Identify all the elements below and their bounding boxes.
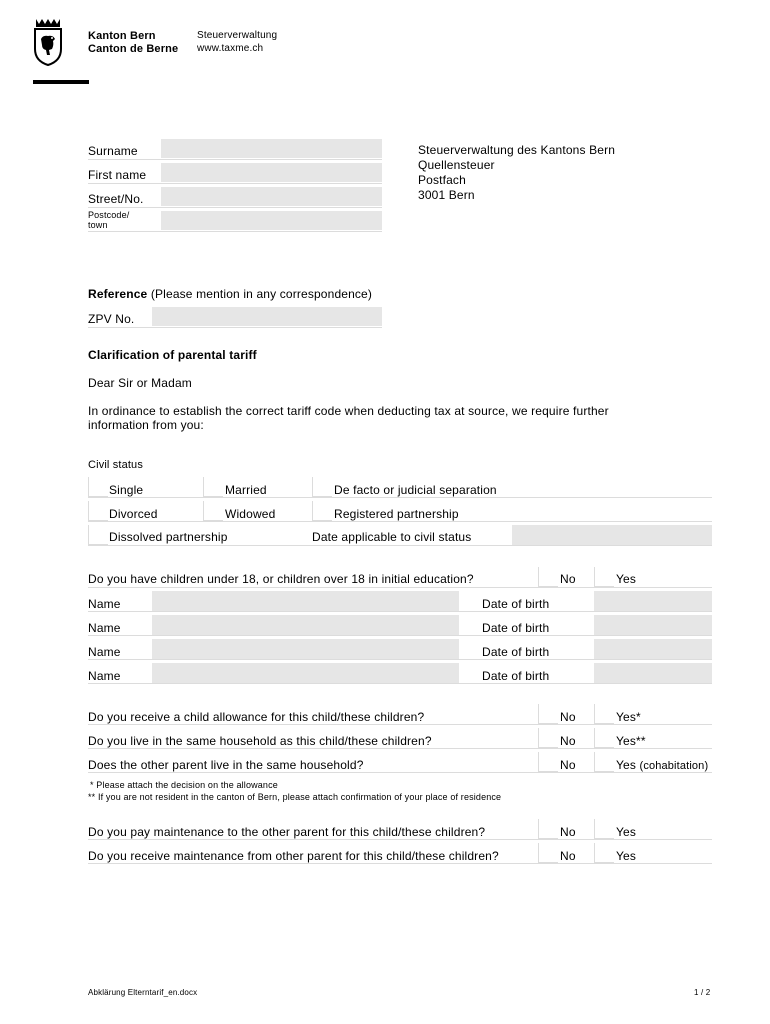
other-parent-yes-label xyxy=(616,758,708,772)
child-2-underline xyxy=(88,635,712,636)
footer-filename: Abklärung Elterntarif_en.docx xyxy=(88,988,198,997)
civil-date-label: Date applicable to civil status xyxy=(312,530,472,544)
office-website[interactable]: www.taxme.ch xyxy=(197,43,264,54)
child-1-underline xyxy=(88,611,712,612)
maintenance-pay-yes-label: Yes xyxy=(616,825,637,839)
married-checkbox[interactable] xyxy=(203,477,223,497)
divorced-label: Divorced xyxy=(109,507,158,521)
maintenance-pay-no-checkbox[interactable] xyxy=(538,819,558,839)
child-2-name-label: Name xyxy=(88,621,121,635)
allowance-no-label: No xyxy=(560,710,576,724)
dissolved-checkbox[interactable] xyxy=(88,525,108,545)
allowance-question: Do you receive a child allowance for this child/these children? xyxy=(88,710,425,724)
bern-crest-logo xyxy=(33,17,63,67)
maintenance-receive-no-label: No xyxy=(560,849,576,863)
household-underline xyxy=(88,748,712,749)
child-3-name-label: Name xyxy=(88,645,121,659)
partnership-label: Registered partnership xyxy=(334,507,459,521)
zpv-field[interactable] xyxy=(152,307,382,326)
intro-line1: In ordinance to establish the correct tariff code when deducting tax at source, we require further xyxy=(88,404,609,418)
civil-date-field[interactable] xyxy=(512,525,712,545)
maintenance-receive-no-checkbox[interactable] xyxy=(538,843,558,863)
reference-heading xyxy=(88,287,372,301)
children-yes-checkbox[interactable] xyxy=(594,567,614,587)
children-question: Do you have children under 18, or children over 18 in initial education? xyxy=(88,572,474,586)
canton-name-fr: Canton de Berne xyxy=(88,43,179,55)
surname-field[interactable] xyxy=(161,139,382,158)
zpv-underline xyxy=(88,327,382,328)
maintenance-receive-question: Do you receive maintenance from other parent for this child/these children? xyxy=(88,849,499,863)
postcode-label-line1: Postcode/ xyxy=(88,210,130,220)
first-name-underline xyxy=(88,183,382,184)
child-4-dob-label: Date of birth xyxy=(482,669,550,683)
maintenance-pay-no-label: No xyxy=(560,825,576,839)
civil-row2-underline xyxy=(88,521,712,522)
child-3-dob-label: Date of birth xyxy=(482,645,550,659)
civil-row3-underline xyxy=(88,545,712,546)
dissolved-label: Dissolved partnership xyxy=(109,530,228,544)
civil-status-heading: Civil status xyxy=(88,459,143,471)
widowed-checkbox[interactable] xyxy=(203,501,223,521)
allowance-yes-checkbox[interactable] xyxy=(594,704,614,724)
child-1-name-label: Name xyxy=(88,597,121,611)
children-question-underline xyxy=(88,587,712,588)
recipient-line1: Steuerverwaltung des Kantons Bern xyxy=(418,143,616,157)
footnote-allowance: * Please attach the decision on the allowance xyxy=(90,780,278,790)
footnote-residence: ** If you are not resident in the canton of Bern, please attach confirmation of your place of residence xyxy=(88,792,502,802)
household-yes-checkbox[interactable] xyxy=(594,728,614,748)
recipient-line4: 3001 Bern xyxy=(418,188,475,202)
other-parent-no-checkbox[interactable] xyxy=(538,752,558,772)
intro-line2: information from you: xyxy=(88,418,204,432)
first-name-label: First name xyxy=(88,168,147,182)
child-3-name-field[interactable] xyxy=(152,639,459,659)
other-parent-yes-text: Yes xyxy=(616,758,637,772)
zpv-label: ZPV No. xyxy=(88,312,135,326)
surname-underline xyxy=(88,159,382,160)
salutation: Dear Sir or Madam xyxy=(88,376,192,390)
children-yes-label: Yes xyxy=(616,572,637,586)
other-parent-yes-checkbox[interactable] xyxy=(594,752,614,772)
street-field[interactable] xyxy=(161,187,382,206)
other-parent-yes-note: (cohabitation) xyxy=(639,760,709,772)
single-label: Single xyxy=(109,483,144,497)
maintenance-pay-underline xyxy=(88,839,712,840)
single-checkbox[interactable] xyxy=(88,477,108,497)
header-underline xyxy=(33,80,89,84)
widowed-label: Widowed xyxy=(225,507,276,521)
separation-label: De facto or judicial separation xyxy=(334,483,497,497)
footer-page-number: 1 / 2 xyxy=(694,988,711,997)
child-1-name-field[interactable] xyxy=(152,591,459,611)
allowance-no-checkbox[interactable] xyxy=(538,704,558,724)
household-no-label: No xyxy=(560,734,576,748)
maintenance-receive-yes-checkbox[interactable] xyxy=(594,843,614,863)
street-label: Street/No. xyxy=(88,192,144,206)
child-2-dob-label: Date of birth xyxy=(482,621,550,635)
postcode-label-line2: town xyxy=(88,220,108,230)
children-no-checkbox[interactable] xyxy=(538,567,558,587)
household-yes-label: Yes** xyxy=(616,734,646,748)
first-name-field[interactable] xyxy=(161,163,382,182)
office-name: Steuerverwaltung xyxy=(197,30,278,41)
maintenance-pay-question: Do you pay maintenance to the other parent for this child/these children? xyxy=(88,825,486,839)
children-no-label: No xyxy=(560,572,576,586)
child-4-dob-field[interactable] xyxy=(594,663,712,683)
other-parent-underline xyxy=(88,772,712,773)
household-question: Do you live in the same household as this child/these children? xyxy=(88,734,432,748)
civil-row1-underline xyxy=(88,497,712,498)
child-3-dob-field[interactable] xyxy=(594,639,712,659)
child-3-underline xyxy=(88,659,712,660)
surname-label: Surname xyxy=(88,144,138,158)
other-parent-question: Does the other parent live in the same household? xyxy=(88,758,364,772)
married-label: Married xyxy=(225,483,267,497)
partnership-checkbox[interactable] xyxy=(312,501,332,521)
allowance-underline xyxy=(88,724,712,725)
child-4-underline xyxy=(88,683,712,684)
allowance-yes-label: Yes* xyxy=(616,710,641,724)
canton-name-de: Kanton Bern xyxy=(88,30,156,42)
maintenance-receive-underline xyxy=(88,863,712,864)
child-1-dob-label: Date of birth xyxy=(482,597,550,611)
postcode-field[interactable] xyxy=(161,211,382,230)
document-title: Clarification of parental tariff xyxy=(88,348,257,362)
bern-bear-crest-icon xyxy=(33,17,63,67)
household-no-checkbox[interactable] xyxy=(538,728,558,748)
street-underline xyxy=(88,207,382,208)
other-parent-no-label: No xyxy=(560,758,576,772)
recipient-line2: Quellensteuer xyxy=(418,158,495,172)
child-1-dob-field[interactable] xyxy=(594,591,712,611)
child-4-name-label: Name xyxy=(88,669,121,683)
postcode-underline xyxy=(88,231,382,232)
reference-hint: (Please mention in any correspondence) xyxy=(150,287,373,301)
divorced-checkbox[interactable] xyxy=(88,501,108,521)
reference-label: Reference xyxy=(88,287,148,301)
maintenance-receive-yes-label: Yes xyxy=(616,849,637,863)
recipient-line3: Postfach xyxy=(418,173,466,187)
child-2-dob-field[interactable] xyxy=(594,615,712,635)
child-4-name-field[interactable] xyxy=(152,663,459,683)
child-2-name-field[interactable] xyxy=(152,615,459,635)
separation-checkbox[interactable] xyxy=(312,477,332,497)
maintenance-pay-yes-checkbox[interactable] xyxy=(594,819,614,839)
